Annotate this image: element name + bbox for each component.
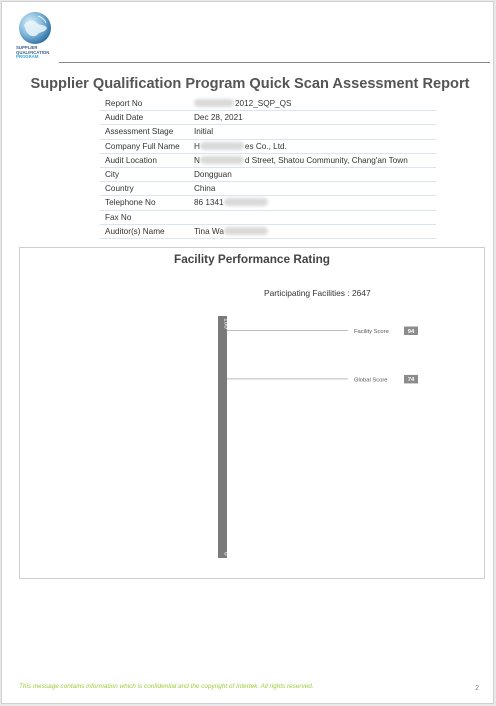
info-label: Country (105, 184, 134, 194)
chart-title: Facility Performance Rating (173, 252, 331, 266)
report-info-table (100, 97, 436, 239)
info-label: Auditor(s) Name (105, 226, 165, 236)
info-row (100, 97, 436, 111)
facility-performance-chart (19, 247, 485, 579)
tick-label-bottom: 0 (222, 552, 230, 556)
info-label: City (105, 169, 120, 179)
info-row (100, 196, 436, 210)
info-value-text: 2012_SQP_QS (235, 99, 292, 108)
redaction-blur (224, 227, 268, 235)
info-value-text: Dongguan (194, 169, 232, 179)
info-label: Report No (105, 99, 143, 108)
participating-facilities: Participating Facilities : 2647 (264, 288, 371, 298)
score-label: Global Score (354, 377, 388, 384)
score-value: 74 (407, 377, 415, 384)
info-value (194, 225, 269, 239)
info-value-prefix: 86 1341 (194, 198, 224, 208)
sqp-logo (16, 10, 58, 62)
info-value-text: d Street, Shatou Community, Chang'an Town (244, 155, 408, 165)
info-label: Fax No (105, 212, 132, 222)
tick-label-top: 100 (222, 318, 230, 329)
info-label: Audit Date (105, 113, 144, 123)
info-label: Telephone No (105, 198, 156, 208)
info-label: Assessment Stage (105, 127, 174, 137)
info-value-text: Initial (194, 127, 214, 137)
globe-icon (18, 11, 52, 45)
info-value-text: es Co., Ltd. (244, 141, 287, 151)
score-label: Facility Score (354, 329, 389, 336)
info-row (100, 211, 436, 225)
header-divider (59, 62, 490, 63)
score-value: 94 (407, 328, 415, 335)
rating-bar (218, 316, 227, 558)
logo-line-1: SUPPLIER (16, 45, 38, 50)
info-value (194, 140, 287, 154)
logo-line-3: PROGRAM (16, 54, 39, 60)
redaction-blur (200, 156, 244, 164)
redaction-blur (200, 142, 244, 150)
rating-bar-svg (20, 248, 484, 578)
info-value (194, 111, 243, 125)
info-row (100, 111, 436, 125)
info-row (100, 125, 436, 139)
redaction-blur (194, 99, 234, 107)
info-value-prefix: Tina Wa (194, 226, 224, 236)
info-value-prefix: N (194, 155, 200, 165)
info-row (100, 225, 436, 239)
report-title: Supplier Qualification Program Quick Scan Assessment Report (30, 76, 470, 92)
info-row (100, 182, 436, 196)
confidentiality-note: This message contains information which is confidential and the copyright of Intertek. All rights reserved. (19, 683, 314, 690)
info-value (194, 196, 269, 210)
info-value-text: China (194, 184, 216, 194)
info-value (194, 168, 232, 182)
info-row (100, 168, 436, 182)
info-value (194, 154, 408, 168)
info-row (100, 154, 436, 168)
info-row (100, 140, 436, 154)
redaction-blur (224, 198, 268, 206)
info-value (194, 97, 291, 111)
info-value (194, 182, 215, 196)
logo-line-2: QUALIFICATION (16, 49, 50, 55)
info-value-text: Dec 28, 2021 (194, 113, 243, 123)
info-label: Company Full Name (105, 141, 180, 151)
info-value (194, 125, 213, 139)
info-label: Audit Location (105, 155, 157, 165)
info-value-prefix: H (194, 141, 200, 151)
page-number: 2 (475, 683, 480, 692)
report-page (1, 1, 494, 704)
